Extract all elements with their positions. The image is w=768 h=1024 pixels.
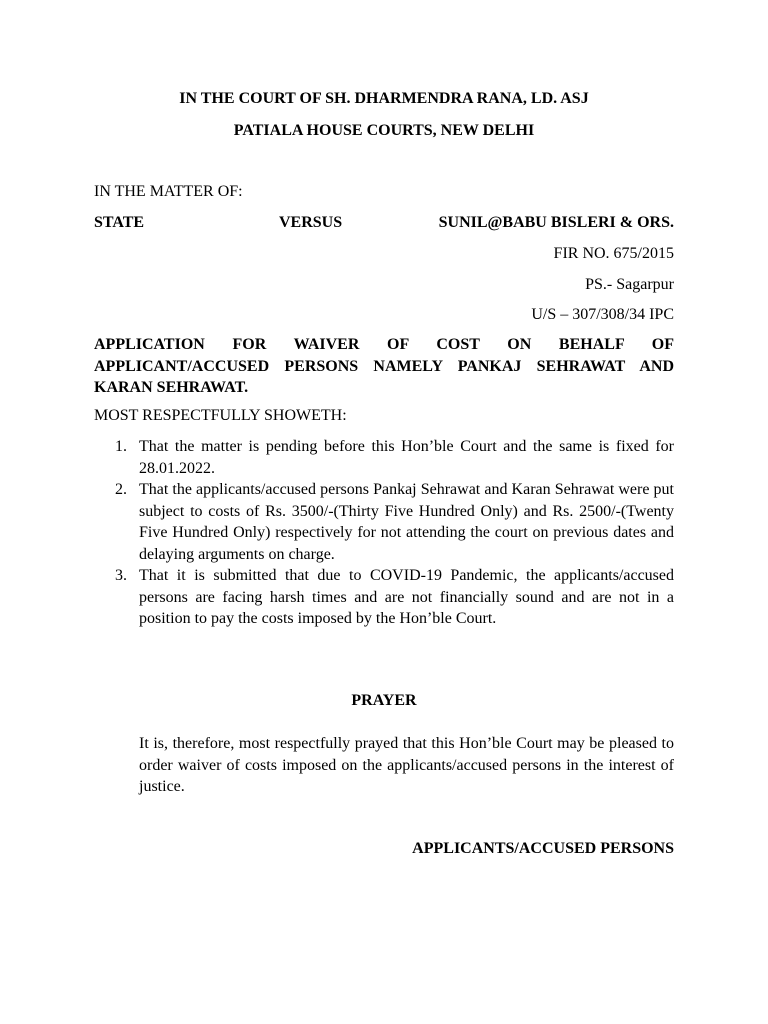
points-list xyxy=(95,436,674,630)
court-location-heading: PATIALA HOUSE COURTS, NEW DELHI xyxy=(233,122,535,139)
versus-label: VERSUS xyxy=(279,214,343,231)
party-state: STATE xyxy=(94,214,145,231)
point-item xyxy=(95,479,674,565)
point-item xyxy=(95,565,674,630)
point-number: 3. xyxy=(115,567,127,584)
police-station: PS.- Sagarpur xyxy=(585,276,674,293)
signature-label: APPLICANTS/ACCUSED PERSONS xyxy=(412,840,674,857)
matter-label: IN THE MATTER OF: xyxy=(94,183,243,200)
point-number: 1. xyxy=(115,438,127,455)
point-text: That the matter is pending before this Hon’ble Court and the same is fixed for 28.01.2022. xyxy=(139,438,674,477)
case-caption xyxy=(0,212,768,233)
point-number: 2. xyxy=(115,481,127,498)
court-name-heading: IN THE COURT OF SH. DHARMENDRA RANA, LD. ASJ xyxy=(179,90,589,107)
prayer-heading: PRAYER xyxy=(351,692,417,709)
sections: U/S – 307/308/34 IPC xyxy=(531,306,674,323)
point-text: That the applicants/accused persons Pankaj Sehrawat and Karan Sehrawat were put subject to costs of Rs. 3500/-(Thirty Five Hundred Only) and Rs. 2500/-(Twenty Five Hundred Only) respectively for not attending the court on previous dates and delaying arguments on charge. xyxy=(139,481,674,563)
showeth-label: MOST RESPECTFULLY SHOWETH: xyxy=(94,407,347,424)
fir-number: FIR NO. 675/2015 xyxy=(553,245,674,262)
party-accused: SUNIL@BABU BISLERI & ORS. xyxy=(438,214,674,231)
application-title: APPLICATION FOR WAIVER OF COST ON BEHALF OF APPLICANT/ACCUSED PERSONS NAMELY PANKAJ SEHRAWAT AND KARAN SEHRAWAT. xyxy=(94,336,674,396)
prayer-text: It is, therefore, most respectfully prayed that this Hon’ble Court may be pleased to order waiver of costs imposed on the applicants/accused persons in the interest of justice. xyxy=(139,735,674,795)
point-text: That it is submitted that due to COVID-19 Pandemic, the applicants/accused persons are facing harsh times and are not financially sound and are not in a position to pay the costs imposed by the Hon’ble Court. xyxy=(139,567,674,627)
point-item xyxy=(95,436,674,479)
